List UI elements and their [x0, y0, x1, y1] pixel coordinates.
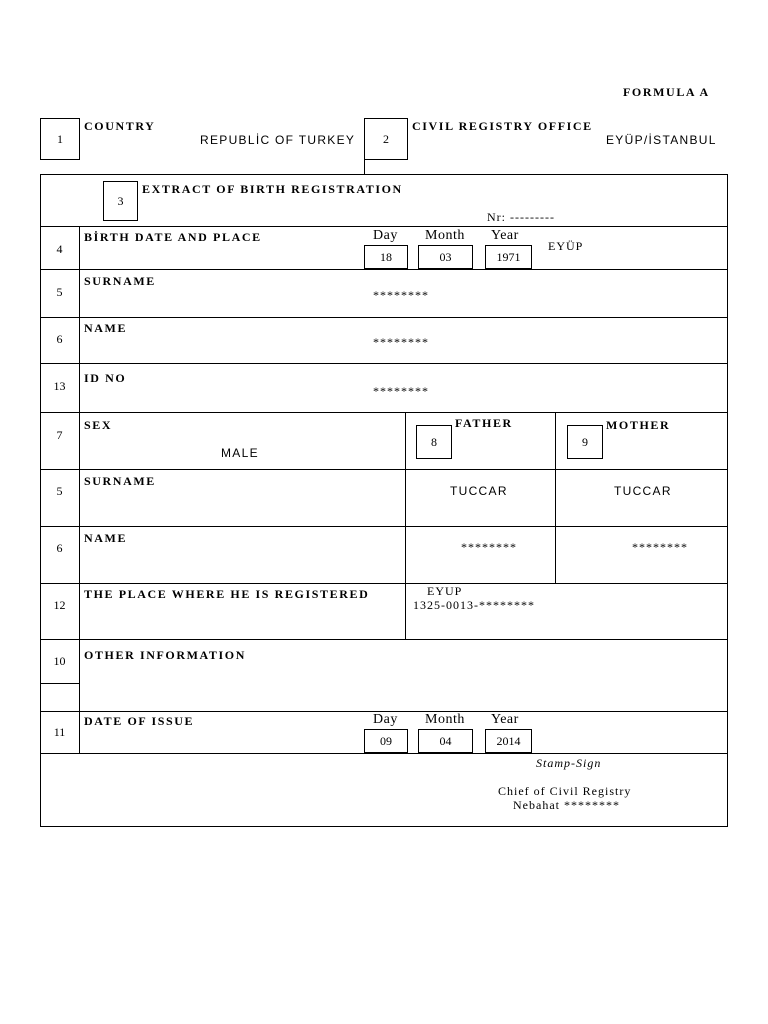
registry-office-value: EYÜP/İSTANBUL — [606, 133, 717, 147]
surname-label: SURNAME — [84, 274, 156, 288]
issue-day-box: 09 — [364, 729, 408, 753]
row-number: 5 — [56, 285, 63, 299]
registered-place-value: EYUP — [427, 584, 463, 598]
row-divider — [40, 526, 728, 527]
birth-place-value: EYÜP — [548, 239, 584, 253]
row-number: 6 — [56, 541, 63, 555]
row-number: 6 — [56, 332, 63, 346]
row-number: 13 — [53, 379, 66, 393]
column-divider — [79, 226, 80, 753]
column-divider — [405, 412, 406, 639]
field-number-box: 3 — [103, 181, 138, 221]
parents-name-label: NAME — [84, 531, 128, 545]
sex-value: MALE — [221, 446, 259, 460]
year-label: Year — [491, 228, 519, 243]
country-label: COUNTRY — [84, 119, 156, 133]
formula-label: FORMULA A — [623, 85, 710, 99]
row-number: 12 — [53, 598, 66, 612]
mother-label: MOTHER — [606, 418, 671, 432]
parents-surname-label: SURNAME — [84, 474, 156, 488]
chief-title: Chief of Civil Registry — [498, 784, 632, 798]
field-number-box: 9 — [567, 425, 603, 459]
birth-month-box: 03 — [418, 245, 473, 269]
id-no-label: ID NO — [84, 371, 127, 385]
name-label: NAME — [84, 321, 128, 335]
birth-day-box: 18 — [364, 245, 408, 269]
id-no-value: ******** — [373, 384, 429, 398]
row-number: 4 — [56, 242, 63, 256]
field-number-box: 8 — [416, 425, 452, 459]
surname-value: ******** — [373, 288, 429, 302]
birth-date-label: BİRTH DATE AND PLACE — [84, 230, 262, 244]
row-divider — [40, 412, 728, 413]
father-name-value: ******** — [461, 540, 517, 554]
father-label: FATHER — [455, 416, 513, 430]
row-divider — [40, 363, 728, 364]
extract-title: EXTRACT OF BIRTH REGISTRATION — [142, 182, 403, 196]
field-number-box: 2 — [364, 118, 408, 160]
row-number: 10 — [53, 654, 66, 668]
row-number: 11 — [53, 725, 66, 739]
field-number-box: 1 — [40, 118, 80, 160]
row-divider — [40, 583, 728, 584]
row-divider — [40, 639, 728, 640]
day-label: Day — [373, 712, 398, 727]
father-surname-value: TUCCAR — [450, 484, 508, 498]
row-divider — [40, 226, 728, 227]
birth-year-box: 1971 — [485, 245, 532, 269]
name-value: ******** — [373, 335, 429, 349]
issue-year-box: 2014 — [485, 729, 532, 753]
row-divider — [40, 317, 728, 318]
month-label: Month — [425, 712, 465, 727]
mother-name-value: ******** — [632, 540, 688, 554]
row-divider — [40, 753, 728, 754]
issue-month-box: 04 — [418, 729, 473, 753]
connector-line — [364, 160, 365, 174]
column-divider — [555, 412, 556, 583]
country-value: REPUBLİC OF TURKEY — [200, 133, 356, 147]
row-divider — [40, 683, 79, 684]
sex-label: SEX — [84, 418, 113, 432]
month-label: Month — [425, 228, 465, 243]
registry-office-label: CIVIL REGISTRY OFFICE — [412, 119, 593, 133]
other-information-label: OTHER INFORMATION — [84, 648, 246, 662]
date-of-issue-label: DATE OF ISSUE — [84, 714, 195, 728]
row-number: 7 — [56, 428, 63, 442]
stamp-sign-label: Stamp-Sign — [536, 756, 602, 770]
registered-place-label: THE PLACE WHERE HE IS REGISTERED — [84, 587, 370, 601]
signer-name: Nebahat ******** — [513, 798, 620, 812]
row-divider — [40, 469, 728, 470]
row-number: 5 — [56, 484, 63, 498]
mother-surname-value: TUCCAR — [614, 484, 672, 498]
day-label: Day — [373, 228, 398, 243]
registry-code-value: 1325-0013-******** — [413, 598, 535, 612]
year-label: Year — [491, 712, 519, 727]
registration-number: Nr: --------- — [487, 210, 555, 224]
row-divider — [40, 269, 728, 270]
